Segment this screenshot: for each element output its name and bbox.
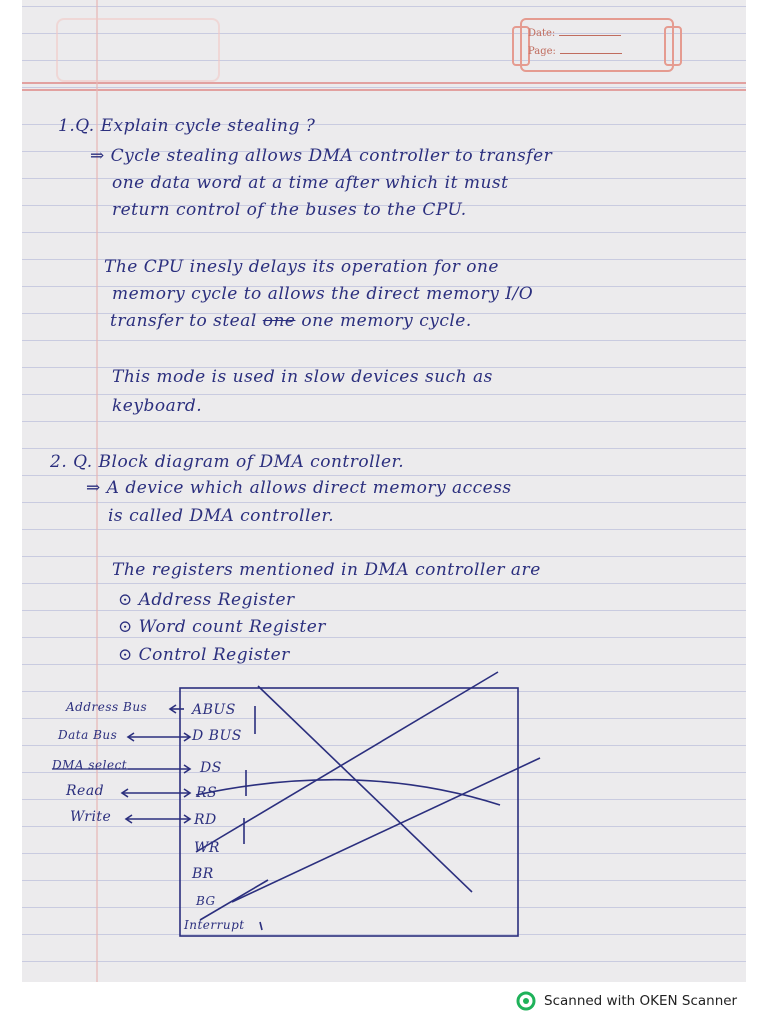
page-label: Page: — [528, 46, 556, 57]
box-label-bg: BG — [196, 894, 216, 908]
q1-para2-line-1: The CPU inesly delays its operation for one — [104, 257, 499, 277]
q1-line-3: return control of the buses to the CPU. — [112, 200, 467, 220]
q1-line-1: ⇒ Cycle stealing allows DMA controller to transfer — [90, 146, 553, 166]
q1-para2-line-3-start: transfer to steal — [110, 311, 257, 331]
scanner-text: Scanned with OKEN Scanner — [544, 993, 738, 1009]
box-label-interrupt: Interrupt — [184, 918, 245, 932]
struck-word: one — [262, 311, 296, 331]
box-label-br: BR — [192, 866, 214, 882]
cross-out-stroke — [196, 672, 498, 852]
q1-question: 1.Q. Explain cycle stealing ? — [58, 116, 316, 136]
register-item-2: ⊙ Word count Register — [118, 617, 326, 637]
q1-para3-line-1: This mode is used in slow devices such as — [112, 367, 493, 387]
oken-logo-icon — [516, 991, 536, 1011]
box-label-dbus: D BUS — [192, 728, 242, 744]
q2-line-2: is called DMA controller. — [108, 506, 335, 526]
label-write: Write — [70, 809, 112, 825]
dma-box — [180, 688, 518, 936]
date-label: Date: — [528, 28, 556, 39]
q2-question: 2. Q. Block diagram of DMA controller. — [50, 452, 405, 472]
q2-line-1: ⇒ A device which allows direct memory access — [86, 478, 512, 498]
cross-out-stroke — [232, 758, 540, 902]
label-data-bus: Data Bus — [58, 728, 118, 742]
q1-para2-line-2: memory cycle to allows the direct memory I/O — [112, 284, 534, 304]
box-label-ds: DS — [200, 760, 222, 776]
q1-para2-line-3-end: one memory cycle. — [301, 311, 472, 331]
q2-para2: The registers mentioned in DMA controller are — [112, 560, 541, 580]
box-label-rs: RS — [196, 785, 218, 801]
cross-out-stroke — [196, 780, 500, 805]
register-item-1: ⊙ Address Register — [118, 590, 295, 610]
register-item-3: ⊙ Control Register — [118, 645, 290, 665]
label-read: Read — [66, 783, 105, 799]
q1-line-2: one data word at a time after which it must — [112, 173, 509, 193]
interrupt-tick — [260, 922, 262, 930]
scanner-footer — [516, 990, 737, 1012]
box-label-rd: RD — [194, 812, 217, 828]
box-label-wr: WR — [194, 840, 220, 856]
q1-para3-line-2: keyboard. — [112, 396, 203, 416]
label-address-bus: Address Bus — [66, 700, 148, 714]
label-dma-select: DMA select — [52, 758, 128, 772]
box-label-abus: ABUS — [192, 702, 236, 718]
